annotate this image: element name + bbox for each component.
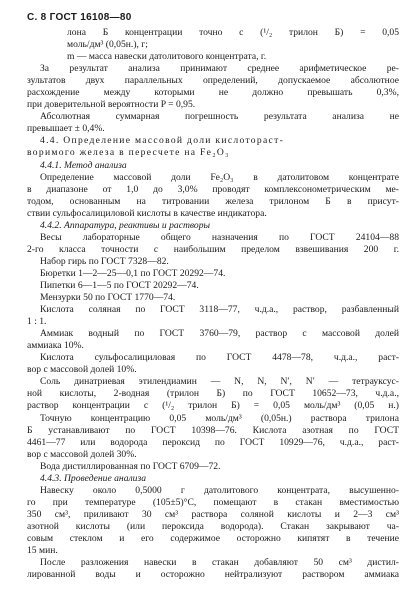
text-line: m — масса навески датолитового концентрата, г. <box>67 51 267 63</box>
text-line: Определение массовой доли Fe₂O₃ в датолитовом концентрате <box>40 171 399 183</box>
text-line: совым стеклом и его содержимое осторожно кипятят в течение <box>27 532 399 544</box>
text-line: го при температуре (105±5)°С, помещают в стакан вместимостью <box>27 496 399 508</box>
text-line: За результат анализа принимают среднее арифметическое ре- <box>40 63 399 75</box>
text-line: вор с массовой долей 10%. <box>27 364 137 376</box>
text-line: ной кислоты, 2-водная (трилон Б) по ГОСТ 10652—73, ч.д.а., <box>27 388 399 400</box>
page-header: С. 8 ГОСТ 16108—80 <box>27 12 132 23</box>
text-line: воримого железа в пересчете на Fe₂O₃ <box>27 147 230 159</box>
text-line: азотной кислоты (или пероксида водорода). Стакан закрывают ча- <box>27 520 399 532</box>
text-line: 1 : 1. <box>27 316 47 328</box>
text-line: Набор гирь по ГОСТ 7328—82. <box>40 255 169 267</box>
text-line: Точную концентрацию 0,05 моль/дм³ (0,05н.) раствора трилона <box>40 412 399 424</box>
text-line: лированной воды и осторожно нейтрализуют раствором аммиака <box>27 569 399 581</box>
text-line: 350 см³, приливают 30 см³ раствора соляной кислоты и 2—3 см³ <box>27 508 399 520</box>
text-line: Кислота соляная по ГОСТ 3118—77, ч.д.а., раствор, разбавленный <box>40 304 399 316</box>
text-line: 4.4.2. Аппаратура, реактивы и растворы <box>40 219 211 231</box>
text-line: Вода дистиллированная по ГОСТ 6709—72. <box>40 460 221 472</box>
text-line: моль/дм³ (0,05н.), г; <box>67 39 148 51</box>
text-line: Мензурки 50 по ГОСТ 1770—74. <box>40 292 176 304</box>
text-line: Весы лабораторные общего назначения по ГОСТ 24104—88 <box>40 231 399 243</box>
text-line: Б устанавливают по ГОСТ 10398—76. Кислота азотная по ГОСТ <box>27 424 399 436</box>
text-line: 4.4. Определение массовой доли кислотораст- <box>40 135 285 147</box>
text-line: 4461—77 или водорода пероксид по ГОСТ 10929—76, ч.д.а., раст- <box>27 436 399 448</box>
text-line: лона Б концентрации точно с (¹/₂ трилон Б) = 0,05 <box>67 27 399 38</box>
text-line: зультатов двух параллельных определений, допускаемое абсолютное <box>27 75 399 87</box>
text-line: Навеску около 0,5000 г датолитового концентрата, высушенно- <box>40 484 399 496</box>
text-line: тодом, основанным на титровании железа трилоном Б в присут- <box>27 195 399 207</box>
text-line: ствии сульфосалициловой кислоты в качестве индикатора. <box>27 207 267 219</box>
text-line: Пипетки 6—1—5 по ГОСТ 20292—74. <box>40 279 199 291</box>
text-line: раствор концентрации с (¹/₂ трилон Б) = 0,05 моль/дм³ (0,05 н.) <box>27 400 399 412</box>
text-line: при доверительной вероятности P = 0,95. <box>27 99 196 111</box>
text-line: 2-го класса точности с наибольшим пределом взвешивания 200 г. <box>27 243 399 255</box>
text-line: Соль динатриевая этилендиамин — N, N, N′, N′ — тетрауксус- <box>40 376 399 388</box>
text-line: вор с массовой долей 30%. <box>27 448 137 460</box>
text-line: Аммиак водный по ГОСТ 3760—79, раствор с массовой долей <box>40 328 399 340</box>
text-line: 4.4.1. Метод анализа <box>40 159 127 171</box>
text-line: в диапазоне от 1,0 до 3,0% проводят комплексонометрическим ме- <box>27 183 399 195</box>
text-line: Кислота сульфосалициловая по ГОСТ 4478—78, ч.д.а., раст- <box>40 352 399 364</box>
text-line: расхождение между которыми не должно превышать 0,3%, <box>27 87 399 99</box>
text-line: Бюретки 1—2—25—0,1 по ГОСТ 20292—74. <box>40 267 226 279</box>
text-line: После разложения навески в стакан добавляют 50 см³ дистил- <box>40 557 399 569</box>
text-line: 4.4.3. Проведение анализа <box>40 472 147 484</box>
text-line: 15 мин. <box>27 545 58 557</box>
text-line: Абсолютная суммарная погрешность результата анализа не <box>40 111 399 123</box>
text-line: аммиака 10%. <box>27 340 84 352</box>
text-line: превышает ± 0,4%. <box>27 123 105 135</box>
document-body <box>27 27 399 581</box>
